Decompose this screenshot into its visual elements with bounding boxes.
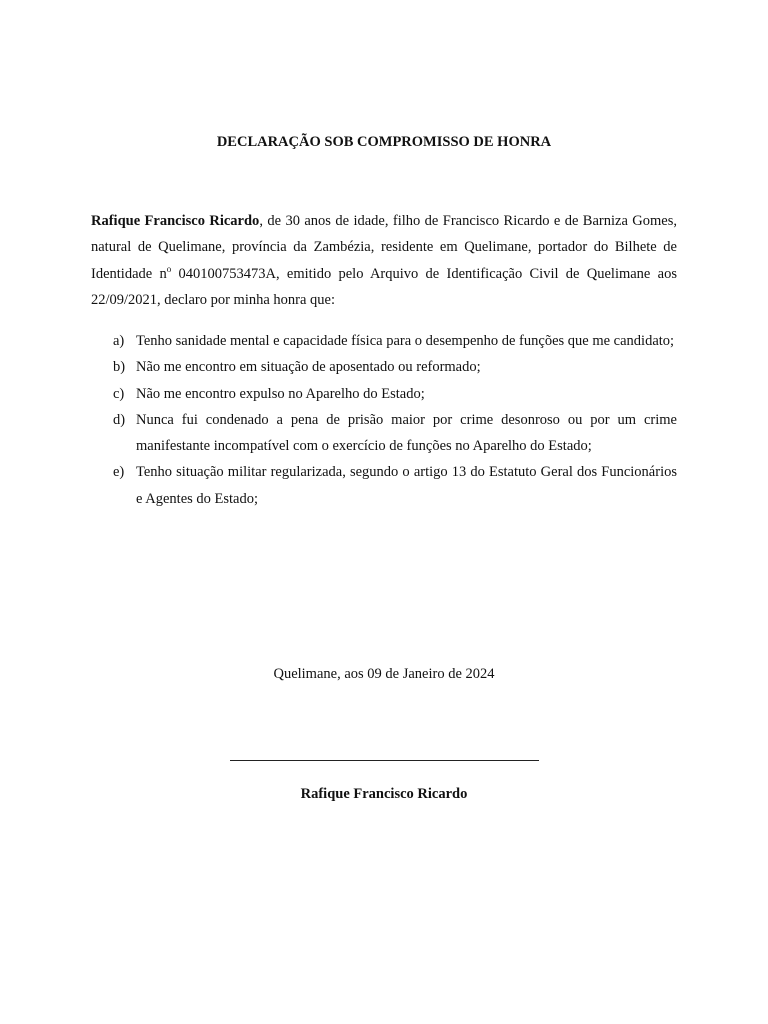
list-item-text: Tenho sanidade mental e capacidade física para o desempenho de funções que me candidato;	[136, 333, 675, 349]
intro-paragraph	[91, 208, 677, 313]
list-item	[91, 407, 677, 460]
list-item-marker: a)	[113, 333, 125, 349]
signature-line	[230, 760, 539, 761]
list-item-marker: d)	[113, 411, 126, 428]
declarant-name: Rafique Francisco Ricardo	[91, 213, 260, 229]
list-item-marker: c)	[113, 385, 125, 402]
list-item-text: Nunca fui condenado a pena de prisão maior por crime desonroso ou por um crime manifestante incompatível com o exercício de funções no Aparelho do Estado;	[136, 411, 677, 455]
intro-text-part1: , de 30 anos de idade, filho de Francisco Ricardo e de Barniza Gomes, natural de Quelimane, província da Zambézia, residente em Quelimane, portador do Bilhete de Identidade n	[91, 213, 678, 282]
list-item	[91, 381, 677, 407]
list-item	[91, 459, 677, 512]
intro-text-part2: 040100753473A, emitido pelo Arquivo de Identificação Civil de Quelimane aos 22/09/2021, declaro por minha honra que:	[91, 265, 677, 308]
list-item-text: Não me encontro expulso no Aparelho do Estado;	[136, 385, 425, 402]
list-item-text: Não me encontro em situação de aposentado ou reformado;	[136, 359, 481, 376]
list-item-marker: e)	[113, 464, 125, 481]
list-item-marker: b)	[113, 359, 126, 376]
signature-name: Rafique Francisco Ricardo	[300, 786, 468, 802]
list-item	[91, 328, 677, 354]
document-title: DECLARAÇÃO SOB COMPROMISSO DE HONRA	[216, 134, 552, 150]
list-item-text: Tenho situação militar regularizada, segundo o artigo 13 do Estatuto Geral dos Funcionários e Agentes do Estado;	[136, 464, 677, 507]
list-item	[91, 354, 677, 380]
ordinal-mark: o	[166, 263, 172, 274]
place-and-date: Quelimane, aos 09 de Janeiro de 2024	[273, 666, 495, 682]
declaration-list	[91, 328, 677, 512]
